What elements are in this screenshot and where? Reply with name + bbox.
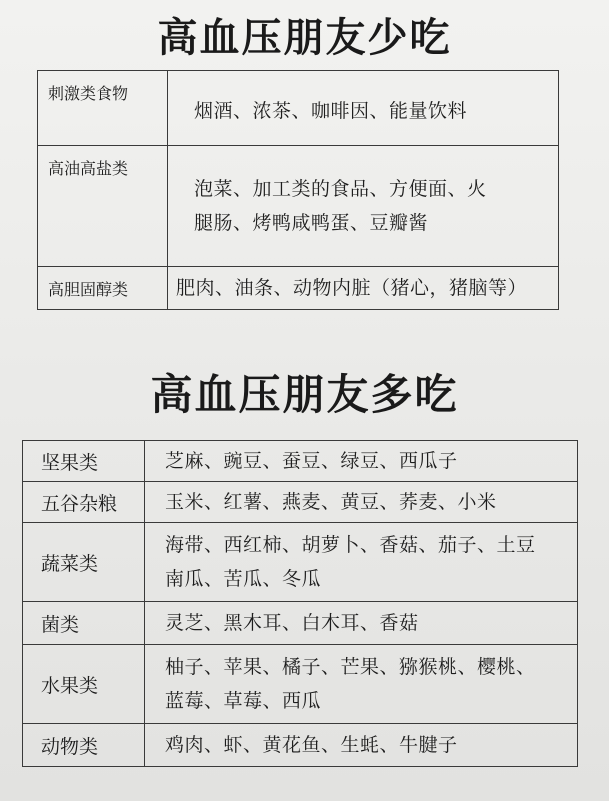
table-row	[38, 71, 559, 146]
items-cell	[145, 441, 578, 482]
table-row	[23, 482, 578, 523]
items-cell	[145, 602, 578, 645]
table-row	[23, 602, 578, 645]
items-line: 芝麻、豌豆、蚕豆、绿豆、西瓜子	[165, 450, 458, 472]
category-cell: 五谷杂粮	[23, 482, 145, 523]
category-cell: 水果类	[23, 645, 145, 724]
items-line: 肥肉、油条、动物内脏（猪心，猪脑等）	[176, 277, 528, 299]
table-row	[23, 645, 578, 724]
category-cell: 菌类	[23, 602, 145, 645]
category-cell: 刺激类食物	[38, 71, 168, 146]
category-cell: 坚果类	[23, 441, 145, 482]
items-line: 玉米、红薯、燕麦、黄豆、荞麦、小米	[165, 491, 497, 513]
items-cell	[145, 645, 578, 724]
items-line: 腿肠、烤鸭咸鸭蛋、豆瓣酱	[194, 212, 429, 234]
items-cell	[145, 523, 578, 602]
items-line: 南瓜、苦瓜、冬瓜	[165, 568, 322, 590]
items-cell	[145, 482, 578, 523]
items-cell	[168, 267, 559, 310]
items-cell	[168, 71, 559, 146]
category-cell: 动物类	[23, 724, 145, 767]
title-eat-more: 高血压朋友多吃	[150, 370, 459, 419]
eat-less-table	[37, 70, 559, 310]
items-line: 鸡肉、虾、黄花鱼、生蚝、牛腱子	[165, 734, 458, 756]
items-cell	[168, 146, 559, 267]
table-row	[23, 441, 578, 482]
items-cell	[145, 724, 578, 767]
items-line: 柚子、苹果、橘子、芒果、猕猴桃、樱桃、	[165, 656, 536, 678]
title-eat-less: 高血压朋友少吃	[157, 14, 452, 61]
table-row	[38, 146, 559, 267]
items-line: 蓝莓、草莓、西瓜	[165, 690, 322, 712]
category-cell: 蔬菜类	[23, 523, 145, 602]
items-line: 烟酒、浓茶、咖啡因、能量饮料	[194, 100, 468, 122]
items-line: 泡菜、加工类的食品、方便面、火	[194, 178, 487, 200]
table-row	[38, 267, 559, 310]
table-row	[23, 724, 578, 767]
items-line: 灵芝、黑木耳、白木耳、香菇	[165, 612, 419, 634]
eat-more-table	[22, 440, 578, 767]
table-row	[23, 523, 578, 602]
category-cell: 高胆固醇类	[38, 267, 168, 310]
items-line: 海带、西红柿、胡萝卜、香菇、茄子、土豆	[165, 534, 536, 556]
category-cell: 高油高盐类	[38, 146, 168, 267]
